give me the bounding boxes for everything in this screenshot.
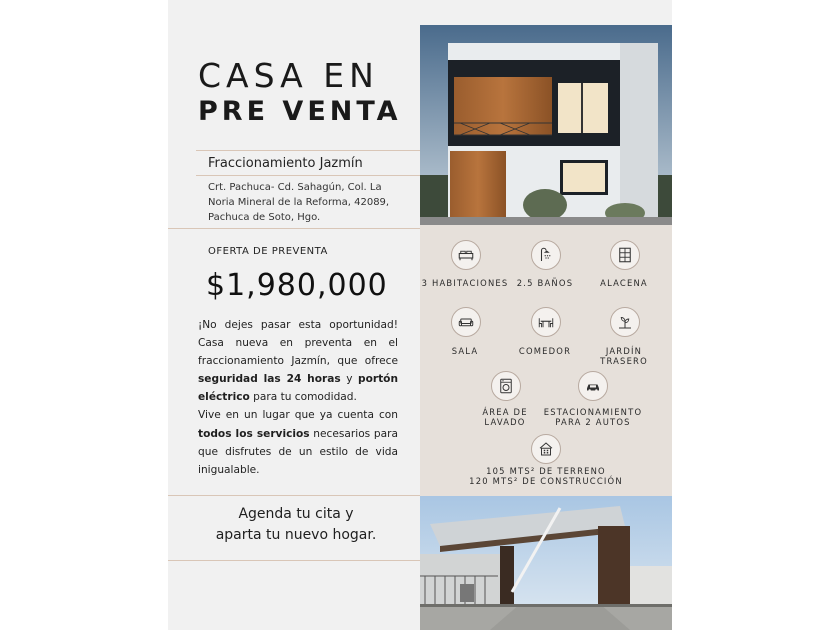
- description-text: y: [340, 373, 359, 386]
- garden-icon: [610, 307, 640, 337]
- divider: [196, 150, 420, 151]
- laundry-label-line-2: LAVADO: [484, 417, 526, 427]
- right-column: [420, 0, 672, 630]
- description-text: Vive en un lugar que ya cuenta con: [198, 409, 398, 422]
- laundry-label-line-1: ÁREA DE: [482, 407, 528, 417]
- price: $1,980,000: [206, 268, 388, 303]
- bed-icon: [451, 240, 481, 270]
- garden-label-line-2: TRASERO: [600, 356, 648, 366]
- description-bold: portón eléctrico: [198, 373, 398, 404]
- dining-table-icon: [531, 307, 561, 337]
- land-area: 105 MTS² DE TERRENO: [486, 466, 606, 476]
- divider: [196, 175, 420, 176]
- description-text: ¡No dejes pasar esta oportunidad! Casa nueva en preventa en el fraccionamiento Jazmín, que ofrece: [198, 319, 398, 368]
- cabinet-icon: [610, 240, 640, 270]
- divider: [168, 495, 420, 496]
- title-line-1: CASA EN: [198, 56, 379, 95]
- description-text: necesarios para que disfrutes de un estilo de vida inigualable.: [198, 427, 398, 476]
- description-bold: seguridad las 24 horas: [198, 373, 341, 386]
- car-icon: [578, 371, 608, 401]
- call-to-action: [196, 504, 396, 546]
- house-photo: [420, 25, 672, 225]
- address: Crt. Pachuca- Cd. Sahagún, Col. La Noria Mineral de la Reforma, 42089, Pachuca de Soto, Hgo.: [208, 182, 390, 223]
- description-bold: todos los servicios: [198, 427, 310, 440]
- bedrooms-label: 3 HABITACIONES: [421, 278, 509, 288]
- dining-label: COMEDOR: [518, 346, 572, 356]
- offer-label: OFERTA DE PREVENTA: [208, 246, 328, 257]
- cta-line-2: aparta tu nuevo hogar.: [215, 527, 377, 543]
- divider: [168, 560, 420, 561]
- cta-line-1: Agenda tu cita y: [238, 506, 354, 522]
- parking-label-line-1: ESTACIONAMIENTO: [543, 407, 643, 417]
- garden-label-line-1: JARDÍN: [605, 346, 643, 356]
- gate-photo: [420, 496, 672, 630]
- left-column: [168, 0, 420, 630]
- area-label: [446, 466, 646, 486]
- parking-label-line-2: PARA 2 AUTOS: [555, 417, 631, 427]
- washer-icon: [491, 371, 521, 401]
- title-line-2: PRE VENTA: [198, 96, 402, 127]
- development-name: Fraccionamiento Jazmín: [208, 156, 363, 171]
- description-text: para tu comodidad.: [249, 391, 357, 404]
- living-label: SALA: [451, 346, 479, 356]
- shower-icon: [531, 240, 561, 270]
- sofa-icon: [451, 307, 481, 337]
- flyer: [168, 0, 672, 630]
- pantry-label: ALACENA: [600, 278, 648, 288]
- garden-label: [574, 346, 672, 366]
- house-area-icon: [531, 434, 561, 464]
- divider: [168, 228, 420, 229]
- parking-label: [528, 407, 658, 427]
- bathrooms-label: 2.5 BAÑOS: [516, 278, 574, 288]
- construction-area: 120 MTS² DE CONSTRUCCIÓN: [469, 476, 623, 486]
- description: [198, 316, 398, 479]
